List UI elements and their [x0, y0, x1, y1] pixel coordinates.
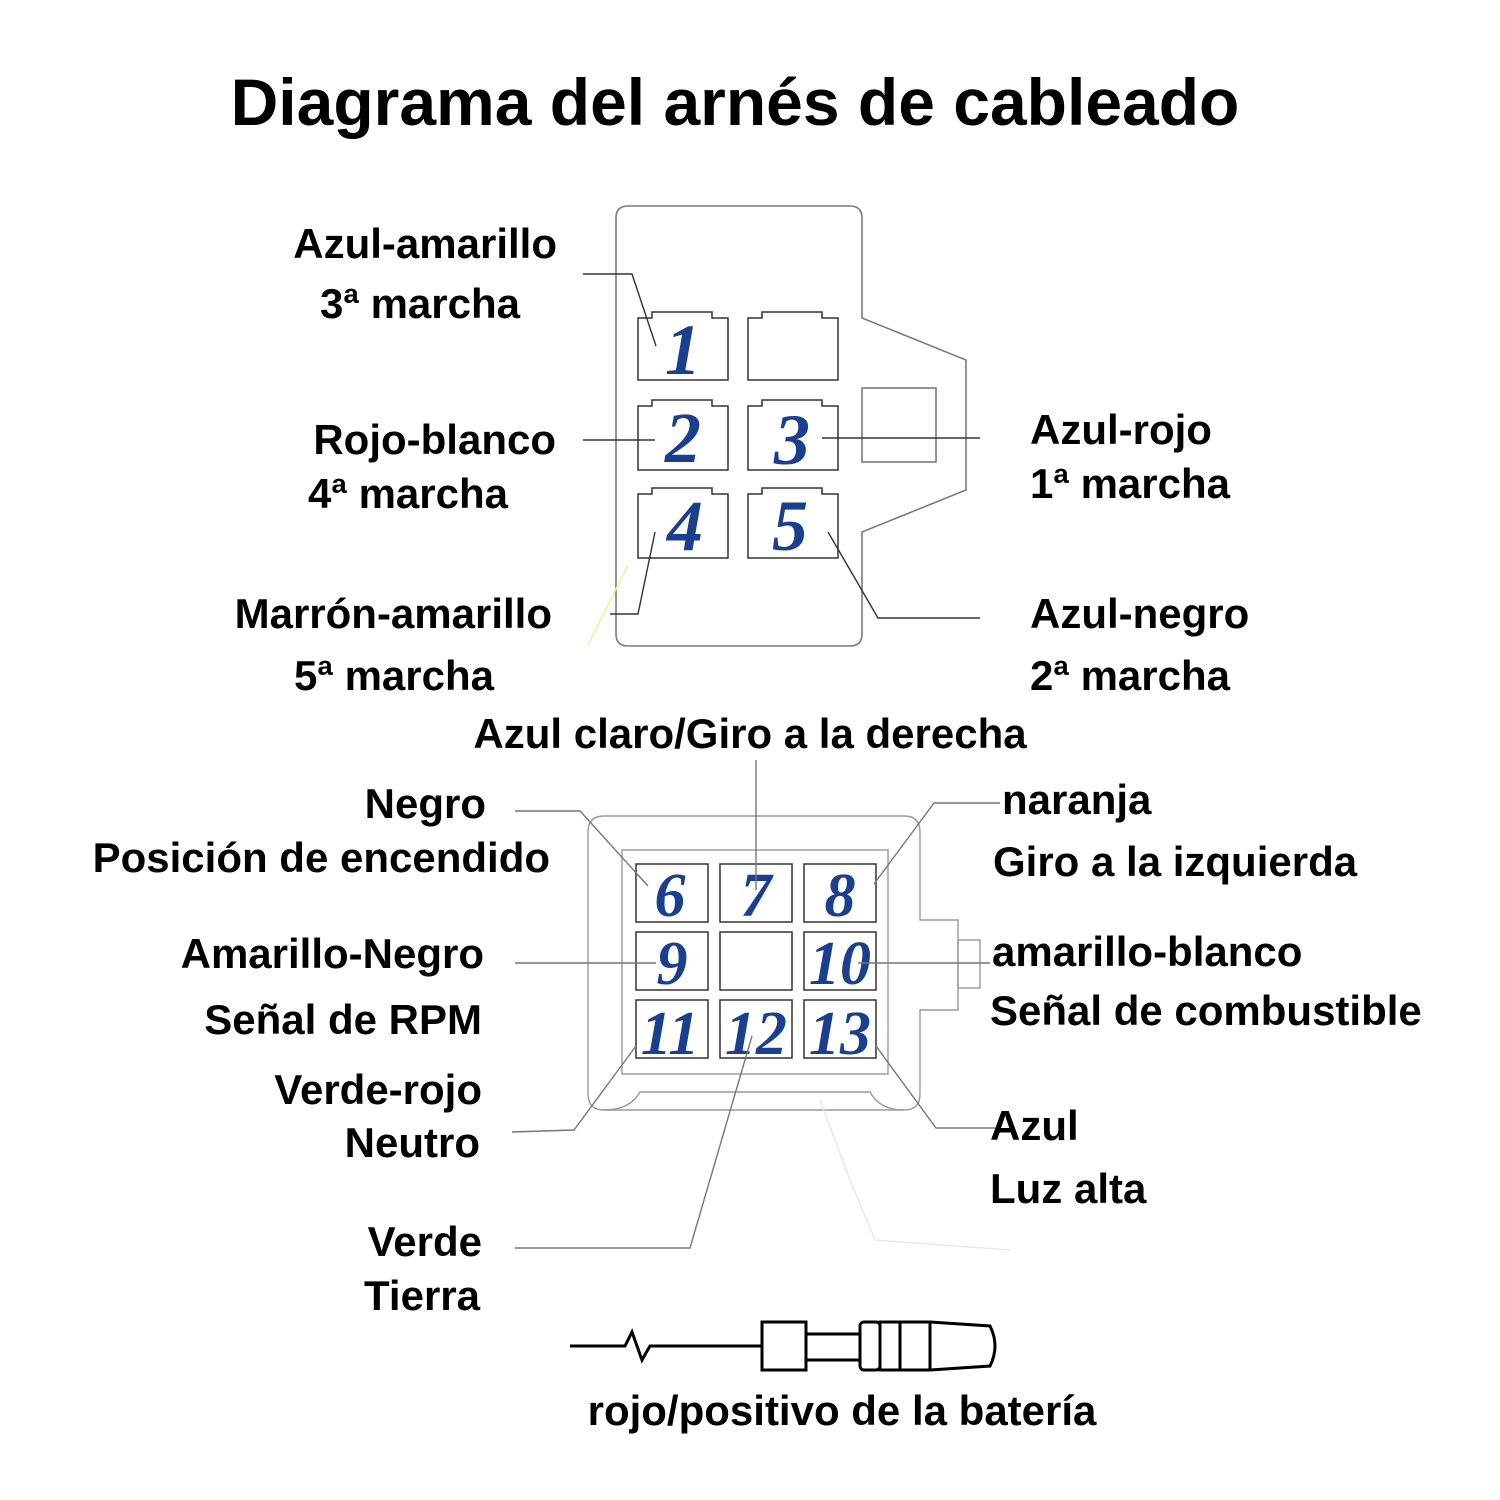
battery-label: rojo/positivo de la batería: [587, 1387, 1097, 1434]
pin-13-label: [990, 1102, 1147, 1212]
pin-1: [638, 310, 728, 390]
pin-5-color: Azul-negro: [1030, 590, 1250, 637]
pin-12-color: Verde: [367, 1218, 482, 1265]
pin-9-number: 9: [656, 930, 688, 998]
top-connector: [583, 206, 980, 646]
pin-2-label: [308, 416, 556, 517]
pin-5: [748, 486, 838, 566]
pin-11-function: Neutro: [344, 1119, 480, 1166]
pin-5-function: 2ª marcha: [1030, 652, 1230, 699]
pin-8-color: naranja: [1002, 776, 1152, 823]
top-connector-latch: [862, 388, 936, 462]
pin-7-label: Azul claro/Giro a la derecha: [473, 710, 1027, 757]
pin-11-leader: [512, 1046, 636, 1132]
pin-8-leader: [874, 803, 1000, 884]
terminal-tip: [930, 1322, 995, 1370]
pin-13-number: 13: [809, 1000, 871, 1068]
pin-13: [804, 1000, 876, 1068]
pin-9-function: Señal de RPM: [204, 996, 482, 1043]
pin-11-number: 11: [640, 1000, 700, 1068]
pin-1-color: Azul-amarillo: [293, 220, 557, 267]
pin-2-number: 2: [665, 398, 701, 478]
pin-11: [636, 1000, 708, 1068]
pin-10-color: amarillo-blanco: [992, 928, 1303, 975]
pin-9-color: Amarillo-Negro: [180, 930, 484, 977]
pin-4-number: 4: [667, 486, 703, 566]
diagram-title: Diagrama del arnés de cableado: [230, 65, 1240, 139]
pin-4-color: Marrón-amarillo: [234, 590, 552, 637]
pin-4: [638, 486, 728, 566]
pin-11-label: [274, 1066, 482, 1166]
terminal-body: [880, 1322, 930, 1370]
pin-9-label: [181, 930, 484, 1043]
pin-1-label: [293, 220, 557, 327]
terminal-crimp: [762, 1322, 806, 1370]
pin-1-function: 3ª marcha: [320, 280, 520, 327]
ghost-outline: [820, 1100, 1010, 1250]
pin-10: [804, 930, 876, 998]
pin-12: [720, 1000, 792, 1068]
pin-2-function: 4ª marcha: [308, 470, 508, 517]
pin-6-function: Posición de encendido: [92, 834, 550, 881]
pin-10-label: [990, 928, 1422, 1034]
pin-12-leader: [515, 1036, 752, 1248]
battery-terminal: [570, 1322, 995, 1370]
stray-mark: [588, 565, 628, 645]
pin-12-label: [364, 1218, 482, 1319]
terminal-collar: [860, 1322, 880, 1370]
pin-4-label: [235, 590, 552, 699]
pin-12-number: 12: [725, 1000, 787, 1068]
pin-9: [636, 930, 708, 998]
pin-10-number: 10: [809, 930, 871, 998]
pin-8: [804, 862, 876, 930]
pin-1-number: 1: [665, 310, 701, 390]
pin-6: [636, 862, 708, 930]
pin-12-function: Tierra: [364, 1272, 480, 1319]
pin-6-number: 6: [654, 862, 686, 930]
pin-3: [748, 400, 838, 480]
top-connector-empty-cavity: [748, 312, 838, 380]
pin-13-leader: [876, 1046, 995, 1128]
pin-3-function: 1ª marcha: [1030, 460, 1230, 507]
pin-2-color: Rojo-blanco: [313, 416, 556, 463]
pin-3-color: Azul-rojo: [1030, 406, 1212, 453]
bottom-connector-latch: [958, 940, 980, 988]
bottom-connector: [512, 760, 1010, 1250]
pin-3-number: 3: [774, 400, 810, 480]
pin-5-leader: [828, 532, 980, 618]
pin-13-function: Luz alta: [990, 1165, 1147, 1212]
pin-6-color: Negro: [364, 780, 486, 827]
pin-3-label: [1030, 406, 1231, 507]
pin-13-color: Azul: [990, 1102, 1079, 1149]
pin-8-function: Giro a la izquierda: [993, 838, 1358, 885]
bottom-connector-rail: [604, 1092, 904, 1110]
battery-wire: [570, 1332, 762, 1360]
pin-8-label: [993, 776, 1358, 885]
pin-6-label: [93, 780, 550, 881]
pin-8-number: 8: [824, 862, 856, 930]
pin-4-function: 5ª marcha: [294, 652, 494, 699]
pin-11-color: Verde-rojo: [274, 1066, 482, 1113]
pin-10-function: Señal de combustible: [990, 987, 1422, 1034]
bottom-empty-cavity: [720, 932, 792, 990]
pin-7-number: 7: [740, 862, 772, 930]
pin-2: [638, 398, 728, 478]
pin-5-label: [1030, 590, 1249, 699]
pin-5-number: 5: [772, 486, 808, 566]
